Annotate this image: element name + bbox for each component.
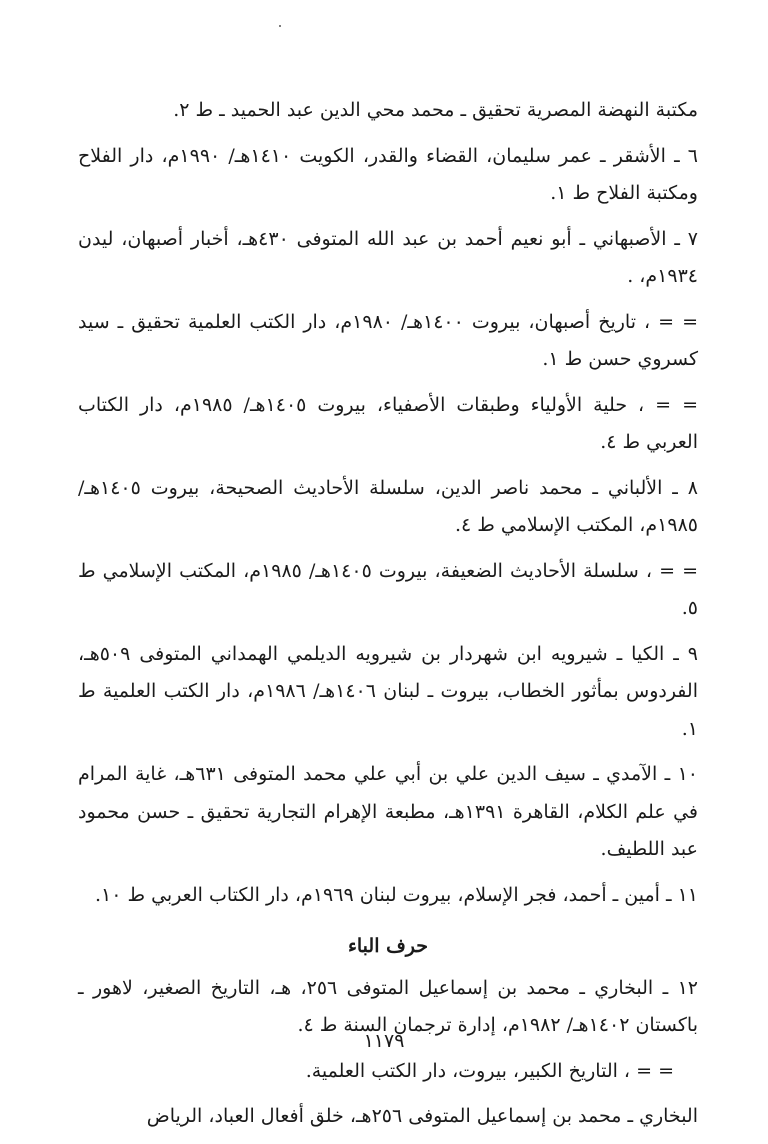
bibliography-entry-7: ٧ ـ الأصبهاني ـ أبو نعيم أحمد بن عبد الله المتوفى ٤٣٠هـ، أخبار أصبهان، ليدن ١٩٣٤م، . [78,227,698,287]
bibliography-entry-12: ١٢ ـ البخاري ـ محمد بن إسماعيل المتوفى ٢٥٦، هـ، التاريخ الصغير، لاهور ـ باكستان ١٤٠٢هـ/ ١٩٨٢م، إدارة ترجمان السنة ط ٤. [78,976,698,1036]
scan-speck [279,25,281,27]
page-number: ١١٧٩ [363,1030,405,1052]
bibliography-entry-7-ditto-2: = = ، حلية الأولياء وطبقات الأصفياء، بيروت ١٤٠٥هـ/ ١٩٨٥م، دار الكتاب العربي ط ٤. [78,393,698,453]
section-heading: حرف الباء [347,935,429,957]
bibliography-entry-continuation: مكتبة النهضة المصرية تحقيق ـ محمد محي الدين عبد الحميد ـ ط ٢. [173,99,698,121]
bibliography-entry-7-ditto-1: = = ، تاريخ أصبهان، بيروت ١٤٠٠هـ/ ١٩٨٠م، دار الكتب العلمية تحقيق ـ سيد كسروي حسن ط ١. [78,310,698,370]
bibliography-entry-13: البخاري ـ محمد بن إسماعيل المتوفى ٢٥٦هـ، خلق أفعال العباد، الرياض [146,1105,698,1127]
bibliography-entry-12-ditto: = = ، التاريخ الكبير، بيروت، دار الكتب العلمية. [305,1059,674,1082]
bibliography-entry-8-ditto: = = ، سلسلة الأحاديث الضعيفة، بيروت ١٤٠٥هـ/ ١٩٨٥م، المكتب الإسلامي ط ٥. [78,559,698,619]
bibliography-entry-8: ٨ ـ الألباني ـ محمد ناصر الدين، سلسلة الأحاديث الصحيحة، بيروت ١٤٠٥هـ/ ١٩٨٥م، المكتب الإسلامي ط ٤. [78,476,698,536]
bibliography-entry-11: ١١ ـ أمين ـ أحمد، فجر الإسلام، بيروت لبنان ١٩٦٩م، دار الكتاب العربي ط ١٠. [94,883,698,906]
bibliography-entry-6: ٦ ـ الأشقر ـ عمر سليمان، القضاء والقدر، الكويت ١٤١٠هـ/ ١٩٩٠م، دار الفلاح ومكتبة الفلاح ط ١. [78,144,699,204]
bibliography-entry-10: ١٠ ـ الآمدي ـ سيف الدين علي بن أبي علي محمد المتوفى ٦٣١هـ، غاية المرام في علم الكلام، القاهرة ١٣٩١هـ، مطبعة الإهرام التجارية تحقيق ـ حسن محمود عبد اللطيف. [78,763,699,860]
bibliography-page [78,92,698,1144]
bibliography-entry-9: ٩ ـ الكيا ـ شيرويه ابن شهردار بن شيرويه الديلمي الهمداني المتوفى ٥٠٩هـ، الفردوس بمأثور الخطاب، بيروت ـ لبنان ١٤٠٦هـ/ ١٩٨٦م، دار الكتب العلمية ط ١. [78,642,698,740]
